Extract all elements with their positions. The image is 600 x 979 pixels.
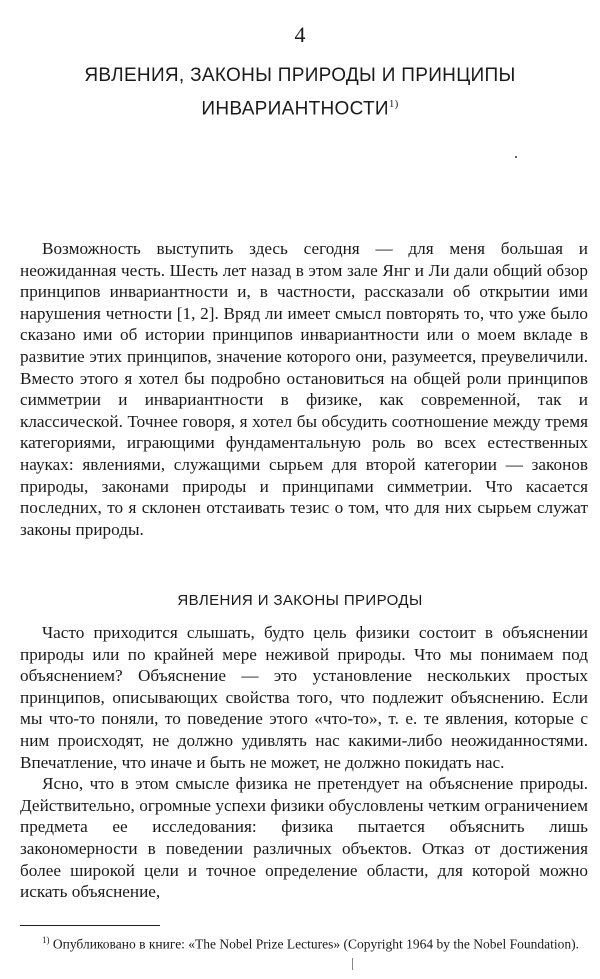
intro-paragraph: Возможность выступить здесь сегодня — для меня большая и неожиданная честь. Шесть лет назад в этом зале Янг и Ли дали общий обзор принципов инвариантности и, в частности, рассказали об открытии ими нарушения четности [1, 2]. Вряд ли имеет смысл повторять то, что уже было сказано ими об истории принципов инвариантности или о моем вкладе в развитие этих принципов, значение которого они, разумеется, преувеличили. Вместо этого я хотел бы подробно остановиться на общей роли принципов симметрии и инвариантности в физике, как современной, так и классической. Точнее говоря, я хотел бы обсудить соотношение между тремя категориями, играющими фундаментальную роль во всех естественных науках: явлениями, служащими сырьем для второй категории — законов природы, законами природы и принципами симметрии. Что касается последних, то я склонен отстаивать тезис о том, что для них сырьем служат законы природы. — [20, 239, 588, 539]
footnote — [20, 932, 588, 953]
section-paragraph-1: Часто приходится слышать, будто цель физики состоит в объяснении природы или по крайней мере неживой природы. Что мы понимаем под объяснением? Объяснение — это установление нескольких простых принципов, описывающих свойства того, что подлежит объяснению. Если мы что-то поняли, то поведение этого «что-то», т. е. те явления, которые с ним происходят, не должно удивлять нас какими-либо неожиданностями. Впечатление, что иначе и быть не может, не должно покидать нас. — [20, 623, 588, 772]
chapter-number: 4 — [294, 22, 306, 47]
chapter-title-footnote-mark: 1) — [388, 98, 399, 110]
print-mark — [352, 958, 353, 970]
footnote-mark: 1) — [42, 935, 50, 945]
footnote-rule — [20, 925, 160, 926]
footnote-text: Опубликовано в книге: «The Nobel Prize Lectures» (Copyright 1964 by the Nobel Foundation). — [49, 936, 579, 952]
print-speck — [515, 156, 517, 158]
chapter-title — [40, 62, 560, 123]
section-body — [20, 622, 588, 903]
chapter-title-line-1: ЯВЛЕНИЯ, ЗАКОНЫ ПРИРОДЫ И ПРИНЦИПЫ — [84, 65, 516, 86]
section-heading: ЯВЛЕНИЯ И ЗАКОНЫ ПРИРОДЫ — [177, 592, 423, 609]
section-paragraph-2: Ясно, что в этом смысле физика не претендует на объяснение природы. Действительно, огромные успехи физики обусловлены четким ограничением предмета ее исследования: физика пытается объяснить лишь закономерности в поведении различных объектов. Отказ от достижения более широкой цели и точное определение области, для которой можно искать объяснение, — [20, 774, 588, 902]
intro-block — [20, 238, 588, 540]
chapter-title-line-2 — [40, 90, 560, 123]
chapter-title-line-2-text: ИНВАРИАНТНОСТИ — [201, 98, 389, 120]
